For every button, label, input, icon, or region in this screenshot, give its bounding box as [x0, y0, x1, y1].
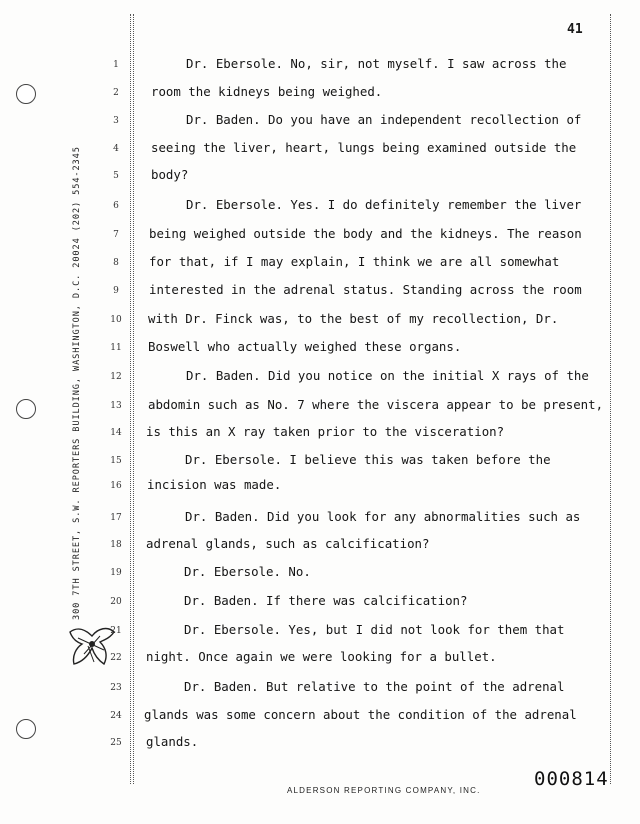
- transcript-line: Dr. Baden. Do you have an independent recollection of: [186, 112, 582, 127]
- left-margin-rule-inner: [133, 14, 134, 784]
- line-number: 10: [110, 315, 122, 325]
- line-number: 21: [110, 626, 122, 636]
- line-number: 17: [110, 513, 122, 523]
- line-number: 11: [110, 343, 122, 353]
- line-number: 20: [110, 597, 122, 607]
- line-number: 6: [113, 201, 119, 211]
- line-number: 7: [113, 230, 119, 240]
- transcript-line: body?: [151, 167, 189, 182]
- transcript-line: with Dr. Finck was, to the best of my recollection, Dr.: [148, 311, 559, 326]
- line-number: 15: [110, 456, 122, 466]
- line-number: 2: [113, 88, 119, 98]
- transcript-line: is this an X ray taken prior to the visceration?: [146, 424, 505, 439]
- left-margin-rule: [130, 14, 131, 784]
- right-margin-rule: [610, 14, 611, 784]
- line-number: 22: [110, 653, 122, 663]
- line-number: 19: [110, 568, 122, 578]
- binder-hole-top: [16, 84, 36, 104]
- transcript-line: for that, if I may explain, I think we are all somewhat: [149, 254, 560, 269]
- binder-hole-bottom: [16, 719, 36, 739]
- transcript-line: incision was made.: [147, 477, 282, 492]
- line-number: 14: [110, 428, 122, 438]
- transcript-line: Dr. Ebersole. Yes. I do definitely remember the liver: [186, 197, 582, 212]
- line-number: 4: [113, 144, 119, 154]
- line-number: 18: [110, 540, 122, 550]
- transcript-line: Dr. Baden. Did you look for any abnormalities such as: [185, 509, 581, 524]
- transcript-line: being weighed outside the body and the kidneys. The reason: [149, 226, 582, 241]
- transcript-line: Dr. Ebersole. No.: [184, 564, 311, 579]
- line-number: 9: [113, 286, 119, 296]
- transcript-line: Dr. Ebersole. No, sir, not myself. I saw across the: [186, 56, 567, 71]
- reporting-company-footer: ALDERSON REPORTING COMPANY, INC.: [287, 786, 481, 795]
- transcript-line: room the kidneys being weighed.: [151, 84, 383, 99]
- transcript-line: Dr. Ebersole. Yes, but I did not look for them that: [184, 622, 565, 637]
- transcript-line: Dr. Baden. Did you notice on the initial X rays of the: [186, 368, 589, 383]
- transcript-line: interested in the adrenal status. Standing across the room: [149, 282, 582, 297]
- line-number: 3: [113, 116, 119, 126]
- line-number: 5: [113, 171, 119, 181]
- line-number: 12: [110, 372, 122, 382]
- line-number: 13: [110, 401, 122, 411]
- line-number: 1: [113, 60, 119, 70]
- reporter-address-vertical: 300 7TH STREET, S.W. REPORTERS BUILDING, WASHINGTON, D.C. 20024 (202) 554-2345: [72, 146, 82, 620]
- transcript-line: abdomin such as No. 7 where the viscera appear to be present,: [148, 397, 604, 412]
- line-number: 23: [110, 683, 122, 693]
- transcript-line: night. Once again we were looking for a bullet.: [146, 649, 497, 664]
- transcript-line: Boswell who actually weighed these organs.: [148, 339, 462, 354]
- line-number: 8: [113, 258, 119, 268]
- page-number: 41: [567, 22, 583, 37]
- transcript-line: adrenal glands, such as calcification?: [146, 536, 430, 551]
- transcript-line: glands was some concern about the condition of the adrenal: [144, 707, 577, 722]
- transcript-line: glands.: [146, 734, 199, 749]
- document-stamp-number: 000814: [534, 768, 609, 790]
- transcript-line: Dr. Ebersole. I believe this was taken before the: [185, 452, 551, 467]
- transcript-line: seeing the liver, heart, lungs being examined outside the: [151, 140, 577, 155]
- line-number: 25: [110, 738, 122, 748]
- line-number: 24: [110, 711, 122, 721]
- transcript-line: Dr. Baden. But relative to the point of the adrenal: [184, 679, 565, 694]
- line-number: 16: [110, 481, 122, 491]
- binder-hole-middle: [16, 399, 36, 419]
- transcript-line: Dr. Baden. If there was calcification?: [184, 593, 468, 608]
